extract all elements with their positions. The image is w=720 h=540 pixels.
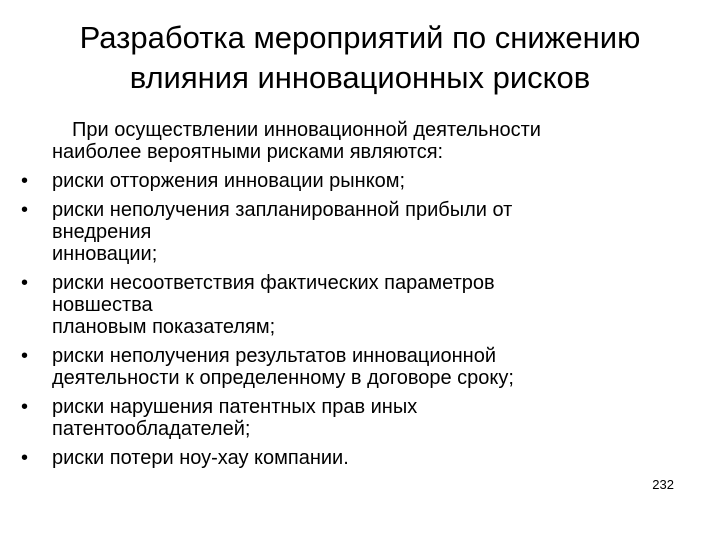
bullet-text: риски неполучения запланированной прибыли от [52,199,513,221]
bullet-icon: • [21,447,29,469]
intro-line: При осуществлении инновационной деятельности [72,119,541,141]
bullet-text: деятельности к определенному в договоре сроку; [52,367,514,389]
slide-title-line: влияния инновационных рисков [129,60,591,95]
bullet-text: риски отторжения инновации рынком; [52,170,406,192]
list-item [18,345,678,389]
bullet-text: плановым показателям; [52,316,276,338]
bullet-text: риски несоответствия фактических параметров [52,272,495,294]
bullet-text: риски нарушения патентных прав иных [52,396,418,418]
list-item [18,170,678,192]
intro-line: наиболее вероятными рисками являются: [52,141,444,163]
bullet-icon: • [21,170,29,192]
bullet-icon: • [21,396,29,418]
risk-bullet-list [18,170,678,469]
bullet-icon: • [21,199,29,221]
list-item [18,272,678,338]
bullet-text: инновации; [52,243,158,265]
bullet-icon: • [21,272,29,294]
intro-paragraph [18,119,678,163]
bullet-text: патентообладателей; [52,418,251,440]
slide-title [30,18,690,98]
slide-title-line: Разработка мероприятий по снижению [79,20,641,55]
page-number: 232 [652,477,674,492]
bullet-icon: • [21,345,29,367]
bullet-text: риски неполучения результатов инновационной [52,345,497,367]
bullet-text: новшества [52,294,153,316]
bullet-text: риски потери ноу-хау компании. [52,447,349,469]
list-item [18,447,678,469]
slide-body [18,119,678,476]
bullet-text: внедрения [52,221,152,243]
list-item [18,396,678,440]
list-item [18,199,678,265]
